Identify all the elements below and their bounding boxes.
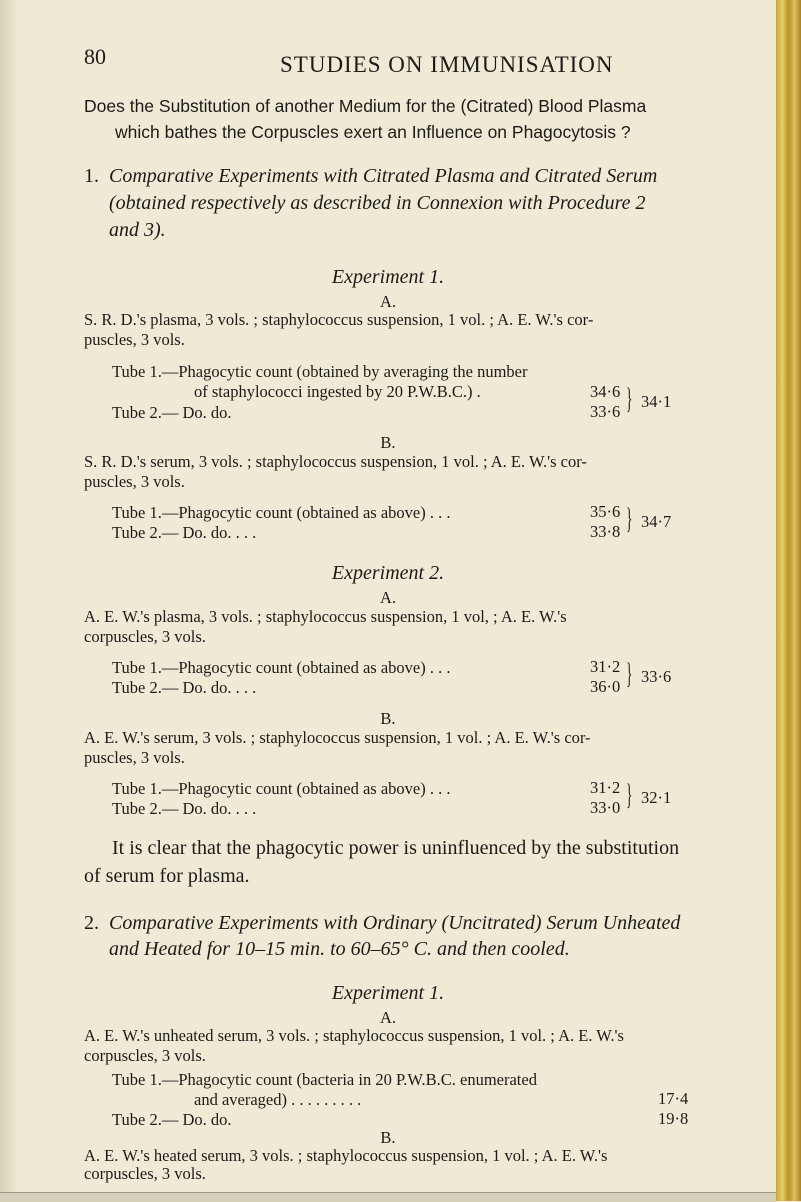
s1-exp2-b-average: 32·1 [641, 788, 672, 807]
section2-heading-line-1: Comparative Experiments with Ordinary (Uncitrated) Serum Unheated [109, 912, 681, 934]
s2-exp1-a-value-1: 17·4 [658, 1089, 689, 1108]
s1-exp2-a-desc-1: A. E. W.'s plasma, 3 vols. ; staphylococcus suspension, 1 vol, ; A. E. W.'s [84, 607, 567, 626]
s1-exp2-a-label: A. [379, 588, 397, 607]
section1-heading-line-1: Comparative Experiments with Citrated Plasma and Citrated Serum [109, 165, 658, 187]
s1-exp1-a-tube1-line2: of staphylococci ingested by 20 P.W.B.C.) . [194, 382, 481, 401]
s2-exp1-a-value-2: 19·8 [658, 1109, 689, 1128]
s1-exp1-a-brace: } [626, 382, 633, 415]
s1-exp2-b-tube2: Tube 2.— Do. do. . . . [112, 799, 257, 818]
s1-exp2-b-value-1: 31·2 [590, 778, 621, 797]
s1-exp2-a-value-1: 31·2 [590, 657, 621, 676]
s1-exp2-b-label: B. [380, 709, 396, 728]
s1-exp1-a-desc-1: S. R. D.'s plasma, 3 vols. ; staphylococcus suspension, 1 vol. ; A. E. W.'s cor- [84, 310, 594, 329]
s1-exp2-b-value-2: 33·0 [590, 798, 621, 817]
conclusion-line-2: of serum for plasma. [84, 865, 250, 887]
page-number: 80 [84, 44, 106, 69]
s1-exp1-b-desc-2: puscles, 3 vols. [84, 472, 185, 491]
section2-heading-line-2: and Heated for 10–15 min. to 60–65° C. and then cooled. [109, 938, 570, 960]
s1-exp2-a-value-2: 36·0 [590, 677, 621, 696]
s1-exp1-title: Experiment 1. [331, 266, 445, 288]
s2-exp1-a-tube1-line1: Tube 1.—Phagocytic count (bacteria in 20 P.W.B.C. enumerated [112, 1070, 537, 1089]
s1-exp2-a-tube2: Tube 2.— Do. do. . . . [112, 678, 257, 697]
s1-exp1-a-average: 34·1 [641, 392, 672, 411]
s2-exp1-b-desc-1: A. E. W.'s heated serum, 3 vols. ; staphylococcus suspension, 1 vol. ; A. E. W.'s [84, 1146, 608, 1165]
s1-exp1-b-average: 34·7 [641, 512, 672, 531]
s1-exp1-a-tube1-line1: Tube 1.—Phagocytic count (obtained by averaging the number [112, 362, 528, 381]
s1-exp2-a-brace: } [626, 657, 633, 690]
s1-exp1-b-tube2: Tube 2.— Do. do. . . . [112, 523, 257, 542]
s2-exp1-b-label: B. [380, 1128, 396, 1147]
s2-exp1-b-desc-2: corpuscles, 3 vols. [84, 1164, 206, 1183]
s1-exp2-a-average: 33·6 [641, 667, 672, 686]
s1-exp1-a-label: A. [379, 292, 397, 311]
s1-exp2-b-brace: } [626, 778, 633, 811]
s1-exp1-a-value-2: 33·6 [590, 402, 621, 421]
s1-exp1-b-label: B. [380, 433, 396, 452]
s1-exp1-b-value-1: 35·6 [590, 502, 621, 521]
s1-exp1-b-value-2: 33·8 [590, 522, 621, 541]
title-line-2: which bathes the Corpuscles exert an Influence on Phagocytosis ? [115, 122, 631, 142]
s1-exp2-title: Experiment 2. [331, 562, 445, 584]
s1-exp2-a-tube1: Tube 1.—Phagocytic count (obtained as above) . . . [112, 658, 451, 677]
s1-exp1-a-value-1: 34·6 [590, 382, 621, 401]
section2-number: 2. [84, 912, 99, 934]
s1-exp1-a-tube2: Tube 2.— Do. do. [112, 403, 232, 422]
s1-exp1-a-desc-2: puscles, 3 vols. [84, 330, 185, 349]
s2-exp1-a-tube2: Tube 2.— Do. do. [112, 1110, 232, 1129]
s2-exp1-a-desc-2: corpuscles, 3 vols. [84, 1046, 206, 1065]
s1-exp1-b-desc-1: S. R. D.'s serum, 3 vols. ; staphylococcus suspension, 1 vol. ; A. E. W.'s cor- [84, 452, 587, 471]
s1-exp2-b-desc-1: A. E. W.'s serum, 3 vols. ; staphylococcus suspension, 1 vol. ; A. E. W.'s cor- [84, 728, 591, 747]
title-line-1: Does the Substitution of another Medium for the (Citrated) Blood Plasma [84, 96, 647, 116]
section1-heading-line-3: and 3). [109, 219, 166, 241]
running-head: STUDIES ON IMMUNISATION [280, 52, 614, 77]
s1-exp2-a-desc-2: corpuscles, 3 vols. [84, 627, 206, 646]
s2-exp1-title: Experiment 1. [331, 982, 445, 1004]
s1-exp1-b-tube1: Tube 1.—Phagocytic count (obtained as above) . . . [112, 503, 451, 522]
s1-exp2-b-tube1: Tube 1.—Phagocytic count (obtained as above) . . . [112, 779, 451, 798]
s1-exp1-b-brace: } [626, 502, 633, 535]
conclusion-line-1: It is clear that the phagocytic power is uninfluenced by the substitution [112, 837, 680, 859]
section1-heading-line-2: (obtained respectively as described in Connexion with Procedure 2 [109, 192, 646, 214]
s2-exp1-a-tube1-line2: and averaged) . . . . . . . . . [194, 1090, 362, 1109]
s1-exp2-b-desc-2: puscles, 3 vols. [84, 748, 185, 767]
s2-exp1-a-desc-1: A. E. W.'s unheated serum, 3 vols. ; staphylococcus suspension, 1 vol. ; A. E. W.'s [84, 1026, 624, 1045]
book-edge [776, 0, 801, 1201]
section1-number: 1. [84, 165, 99, 187]
s2-exp1-a-label: A. [379, 1008, 397, 1027]
